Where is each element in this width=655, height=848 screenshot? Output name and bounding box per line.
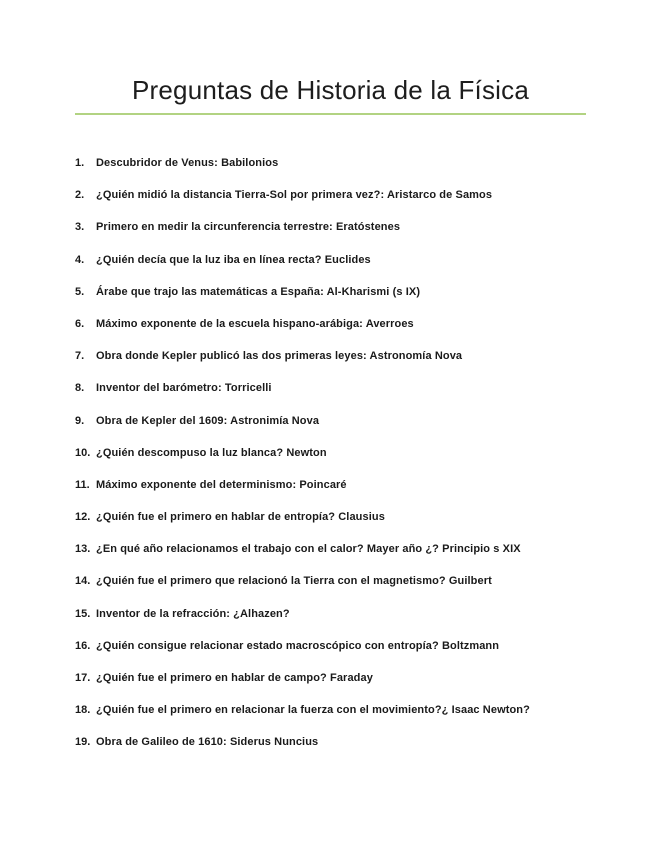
question-number: 17. xyxy=(75,672,91,684)
list-item xyxy=(75,157,615,189)
question-number: 13. xyxy=(75,543,91,556)
list-item xyxy=(75,189,615,221)
question-number: 2. xyxy=(75,189,85,202)
list-item xyxy=(75,479,615,511)
question-text: Máximo exponente de la escuela hispano-arábiga: Averroes xyxy=(96,317,414,330)
question-text: ¿Quién fue el primero que relacionó la Tierra con el magnetismo? Guilbert xyxy=(96,575,492,588)
list-item xyxy=(75,382,615,414)
question-text: ¿Quién descompuso la luz blanca? Newton xyxy=(96,446,327,459)
title-underline xyxy=(75,113,586,115)
list-item xyxy=(75,350,615,382)
question-number: 14. xyxy=(75,575,91,588)
question-number: 9. xyxy=(75,414,85,427)
question-text: Obra de Galileo de 1610: Siderus Nuncius xyxy=(96,736,319,749)
question-text: Obra de Kepler del 1609: Astronimía Nova xyxy=(96,414,320,427)
question-number: 15. xyxy=(75,607,91,620)
list-item xyxy=(75,608,615,640)
list-item xyxy=(75,575,615,607)
question-number: 7. xyxy=(75,350,85,363)
question-number: 16. xyxy=(75,639,91,652)
question-number: 3. xyxy=(75,221,85,234)
question-text: Descubridor de Venus: Babilonios xyxy=(96,157,279,169)
question-number: 5. xyxy=(75,285,85,298)
question-number: 12. xyxy=(75,511,91,524)
list-item xyxy=(75,286,615,318)
document-header xyxy=(75,72,586,115)
question-text: Obra donde Kepler publicó las dos primeras leyes: Astronomía Nova xyxy=(96,350,463,363)
question-number: 4. xyxy=(75,253,85,266)
list-item xyxy=(75,640,615,672)
question-number: 10. xyxy=(75,446,91,459)
question-number: 18. xyxy=(75,704,91,717)
question-text: ¿Quién fue el primero en relacionar la fuerza con el movimiento?¿ Isaac Newton? xyxy=(96,704,530,717)
list-item xyxy=(75,318,615,350)
question-text: Árabe que trajo las matemáticas a España: Al-Kharismi (s IX) xyxy=(96,285,421,298)
list-item xyxy=(75,415,615,447)
page-title: Preguntas de Historia de la Física xyxy=(132,75,529,105)
question-number: 8. xyxy=(75,382,85,395)
question-text: ¿Quién decía que la luz iba en línea recta? Euclides xyxy=(96,253,371,266)
question-text: ¿Quién fue el primero en hablar de entropía? Clausius xyxy=(96,511,385,524)
question-text: ¿En qué año relacionamos el trabajo con el calor? Mayer año ¿? Principio s XIX xyxy=(96,543,521,556)
question-text: Primero en medir la circunferencia terrestre: Eratóstenes xyxy=(96,221,401,234)
question-text: Inventor de la refracción: ¿Alhazen? xyxy=(96,607,290,620)
question-number: 19. xyxy=(75,736,91,749)
question-number: 6. xyxy=(75,317,85,330)
question-number: 11. xyxy=(75,478,90,491)
question-text: Inventor del barómetro: Torricelli xyxy=(96,382,272,395)
question-text: Máximo exponente del determinismo: Poincaré xyxy=(96,478,347,491)
question-text: ¿Quién fue el primero en hablar de campo? Faraday xyxy=(96,672,373,684)
question-list xyxy=(75,157,615,769)
list-item xyxy=(75,221,615,253)
list-item xyxy=(75,704,615,736)
question-number: 1. xyxy=(75,157,85,169)
list-item xyxy=(75,543,615,575)
list-item xyxy=(75,447,615,479)
question-text: ¿Quién consigue relacionar estado macroscópico con entropía? Boltzmann xyxy=(96,639,500,652)
list-item xyxy=(75,736,615,768)
list-item xyxy=(75,254,615,286)
list-item xyxy=(75,672,615,704)
list-item xyxy=(75,511,615,543)
question-text: ¿Quién midió la distancia Tierra-Sol por primera vez?: Aristarco de Samos xyxy=(96,189,493,202)
